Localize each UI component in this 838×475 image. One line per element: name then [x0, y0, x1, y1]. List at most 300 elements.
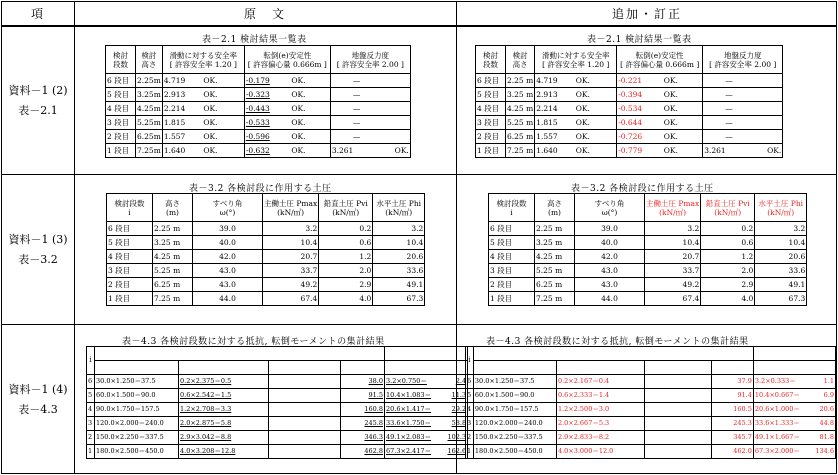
t21-cell	[382, 74, 410, 88]
t43-row	[466, 431, 836, 445]
t32-cell: 0.6	[701, 236, 755, 250]
t21-cell: 3.25 m	[506, 88, 535, 102]
t21-cell: 2.25m	[136, 74, 163, 88]
row-label-3a: 資料－1 (4)	[8, 383, 68, 396]
t21-row	[106, 74, 411, 88]
t32-row	[107, 278, 425, 292]
t32-cell: 2 段目	[489, 278, 535, 292]
t21-row	[476, 116, 783, 130]
t43-cell: 1.2×2.500＝3.0	[556, 403, 644, 417]
t43-cell	[269, 389, 341, 403]
t21-cell: 1.815	[535, 116, 575, 130]
t21-cell: OK.	[290, 102, 330, 116]
row-label-2	[2, 175, 74, 324]
t21-cell: -0.779	[617, 144, 663, 158]
t43-header-cell	[269, 361, 341, 375]
t21-cell: -0.644	[617, 116, 663, 130]
t32-cell: 4 段目	[107, 250, 153, 264]
t21-cell: -0.394	[617, 88, 663, 102]
t32-row	[107, 264, 425, 278]
t21-cell: 4.719	[535, 74, 575, 88]
t32-table-right	[488, 193, 807, 306]
t43-cell: 49.1×2.083＝	[385, 431, 447, 445]
t43-header-cell: i	[87, 347, 95, 375]
t21-header-cell: 滑動に対する安全率 [ 許容安全率 1.20 ]	[535, 46, 617, 74]
t43-header-row-2	[87, 361, 468, 375]
t43-cell: 0.6×2.333＝1.4	[556, 389, 644, 403]
t43-row	[87, 403, 468, 417]
t43-cell: 4	[466, 403, 474, 417]
t32-cell: 7.25 m	[535, 292, 575, 306]
t43-cell: 134.6	[814, 445, 835, 459]
t21-cell	[755, 102, 783, 116]
t32-cell: 1.2	[701, 250, 755, 264]
row-label-2b: 表－3.2	[18, 252, 58, 266]
t43-row	[466, 403, 836, 417]
t32-cell: 3.2	[645, 222, 701, 236]
col-header-original: 原 文	[243, 7, 286, 21]
t21-cell: -0.443	[244, 102, 290, 116]
t43-cell: 3	[87, 417, 95, 431]
t32-cell: 1.2	[319, 250, 373, 264]
t32-header-cell: 鉛直土圧 Pvi (kN/㎡)	[701, 194, 755, 222]
t21-cell: OK.	[575, 116, 617, 130]
t43-cell: 462.8	[341, 445, 385, 459]
t21-cell	[382, 130, 410, 144]
t32-cell: 1 段目	[489, 292, 535, 306]
t32-row	[107, 222, 425, 236]
t21-cell: -0.533	[244, 116, 290, 130]
t43-cell: 33.6×1.750＝	[385, 417, 447, 431]
t43-cell: 462.0	[711, 445, 753, 459]
t32-cell: 6.25 m	[535, 278, 575, 292]
t21-cell: 4 段目	[106, 102, 136, 116]
t32-cell: 0.6	[319, 236, 373, 250]
t43-header-cell	[473, 347, 753, 361]
t43-row	[87, 431, 468, 445]
row-label-1b: 表－2.1	[18, 103, 58, 117]
t43-header-cell	[341, 361, 385, 375]
t32-cell: 10.4	[645, 236, 701, 250]
t21-cell: 2.214	[162, 102, 202, 116]
t32-cell: 43.0	[575, 278, 645, 292]
t21-cell: 7.25m	[136, 144, 163, 158]
t43-cell: 3.2×0.333＝	[753, 375, 814, 389]
t21-row	[106, 102, 411, 116]
t32-cell: 33.6	[373, 264, 425, 278]
t32-row	[489, 236, 807, 250]
t21-cell: 6.25 m	[506, 130, 535, 144]
t43-cell	[269, 375, 341, 389]
t21-cell: -0.323	[244, 88, 290, 102]
t32-cell: 4.0	[319, 292, 373, 306]
t21-cell: —	[330, 116, 382, 130]
col-header-item: 項	[30, 7, 45, 21]
t43-header-cell	[556, 361, 644, 375]
t43-cell: 29.2	[447, 403, 468, 417]
t21-cell: 4.25m	[136, 102, 163, 116]
t32-cell: 42.0	[575, 250, 645, 264]
t43-cell: 102.3	[447, 431, 468, 445]
t32-cell: 20.6	[373, 250, 425, 264]
t32-row	[489, 292, 807, 306]
t21-header-cell: 検討 高さ	[506, 46, 535, 74]
t32-cell: 67.4	[263, 292, 319, 306]
t32-cell: 43.0	[193, 278, 263, 292]
row-label-3b: 表－4.3	[18, 403, 58, 416]
t43-cell	[644, 389, 711, 403]
t21-cell: OK.	[290, 74, 330, 88]
t32-header-cell: 高さ (m)	[535, 194, 575, 222]
t32-cell: 1 段目	[107, 292, 153, 306]
t43-header-row-2	[466, 361, 836, 375]
t21-cell: 2.913	[162, 88, 202, 102]
t21-cell: OK.	[290, 130, 330, 144]
t32-title-right: 表－3.2 各検討段に作用する土圧	[571, 184, 714, 194]
t43-row	[466, 417, 836, 431]
t43-cell: 33.6×1.333＝	[753, 417, 814, 431]
t43-cell: 6	[87, 375, 95, 389]
t21-cell: OK.	[382, 144, 410, 158]
t43-cell: 30.0×1.250＝37.5	[473, 375, 556, 389]
t32-cell: 67.4	[645, 292, 701, 306]
t21-cell	[755, 88, 783, 102]
t21-cell: OK.	[663, 74, 703, 88]
t32-row	[489, 278, 807, 292]
t21-header-row	[106, 46, 411, 74]
t32-cell: 40.0	[575, 236, 645, 250]
t32-header-cell: 水平土圧 Phi (kN/㎡)	[373, 194, 425, 222]
page-frame	[1, 1, 837, 474]
t21-cell: —	[330, 102, 382, 116]
t43-cell: 120.0×2.000＝240.0	[95, 417, 179, 431]
t43-cell: 1.1	[814, 375, 835, 389]
t32-header-cell: 鉛直土圧 Pvi (kN/㎡)	[319, 194, 373, 222]
t21-cell: 6.25m	[136, 130, 163, 144]
t43-cell: 67.3×2.000＝	[753, 445, 814, 459]
t32-cell: 3 段目	[489, 264, 535, 278]
t43-cell: 245.8	[341, 417, 385, 431]
t32-table-left	[106, 193, 425, 306]
t32-cell: 67.3	[755, 292, 807, 306]
t21-cell: -0.179	[244, 74, 290, 88]
t43-cell: 10.4×0.667＝	[753, 389, 814, 403]
t43-header-cell	[753, 347, 835, 361]
t43-cell: 60.0×1.500＝90.0	[95, 389, 179, 403]
t32-cell: 7.25 m	[153, 292, 193, 306]
t21-cell	[382, 116, 410, 130]
t21-cell: OK.	[290, 144, 330, 158]
t21-cell: OK.	[575, 130, 617, 144]
t21-cell	[755, 74, 783, 88]
row-label-2a: 資料－1 (3)	[8, 232, 68, 246]
t32-cell: 39.0	[193, 222, 263, 236]
t21-cell: 3 段目	[106, 116, 136, 130]
t32-cell: 49.2	[263, 278, 319, 292]
t43-cell: 346.3	[341, 431, 385, 445]
t32-cell: 3.25 m	[153, 236, 193, 250]
t43-cell: 44.8	[814, 417, 835, 431]
t43-row	[466, 389, 836, 403]
t43-cell: 4.0×3.208＝12.8	[179, 445, 269, 459]
t32-cell: 33.7	[263, 264, 319, 278]
t21-cell: -0.221	[617, 74, 663, 88]
t32-cell: 6 段目	[489, 222, 535, 236]
t21-title-left: 表－2.1 検討結果一覧表	[202, 35, 307, 45]
t32-cell: 20.7	[645, 250, 701, 264]
t43-cell	[269, 445, 341, 459]
t43-header-cell	[385, 361, 468, 375]
t32-cell: 6.25 m	[153, 278, 193, 292]
t43-header-cell: i	[466, 347, 474, 375]
t32-cell: 5.25 m	[535, 264, 575, 278]
t32-cell: 6 段目	[107, 222, 153, 236]
t32-cell: 33.6	[755, 264, 807, 278]
t21-cell: OK.	[202, 130, 244, 144]
t32-header-cell: すべり角 ω(°)	[193, 194, 263, 222]
t21-header-cell: 滑動に対する安全率 [ 許容安全率 1.20 ]	[162, 46, 244, 74]
t21-cell: 1.640	[162, 144, 202, 158]
t43-cell	[644, 403, 711, 417]
t43-cell: 160.8	[341, 403, 385, 417]
t32-cell: 0.2	[701, 222, 755, 236]
t32-cell: 2.25 m	[535, 222, 575, 236]
t21-title-right: 表－2.1 検討結果一覧表	[587, 35, 692, 45]
t43-cell: 150.0×2.250＝337.5	[95, 431, 179, 445]
t21-cell: 5.25m	[136, 116, 163, 130]
t21-cell: 1.640	[535, 144, 575, 158]
t21-cell: 1.557	[535, 130, 575, 144]
t21-row	[476, 88, 783, 102]
t32-cell: 10.4	[373, 236, 425, 250]
t32-title-left: 表－3.2 各検討段に作用する土圧	[189, 184, 332, 194]
t21-row	[476, 102, 783, 116]
t21-cell: 1 段目	[476, 144, 506, 158]
t21-table-right	[475, 45, 783, 158]
t21-cell: 3.261	[703, 144, 755, 158]
t43-row	[87, 389, 468, 403]
t32-cell: 43.0	[193, 264, 263, 278]
t43-cell	[644, 417, 711, 431]
t32-row	[107, 292, 425, 306]
t32-header-row	[489, 194, 807, 222]
t43-cell: 180.0×2.500＝450.0	[95, 445, 179, 459]
t21-cell: OK.	[202, 116, 244, 130]
t32-cell: 4 段目	[489, 250, 535, 264]
t21-cell: —	[703, 88, 755, 102]
row-label-3	[2, 325, 74, 475]
t43-cell: 20.6×1.417＝	[385, 403, 447, 417]
t43-cell: 160.5	[711, 403, 753, 417]
t43-cell: 5	[87, 389, 95, 403]
t32-header-cell: 主働土圧 Pmax (kN/㎡)	[645, 194, 701, 222]
t21-header-row	[476, 46, 783, 74]
t43-row	[466, 375, 836, 389]
t32-header-cell: 高さ (m)	[153, 194, 193, 222]
t32-header-cell: 検討段数 i	[107, 194, 153, 222]
t32-cell: 2.9	[701, 278, 755, 292]
t43-header-cell	[95, 361, 179, 375]
t21-cell: 4.719	[162, 74, 202, 88]
t21-cell: 3.25m	[136, 88, 163, 102]
t43-cell: 20.6×1.000＝	[753, 403, 814, 417]
t43-cell: 162.6	[447, 445, 468, 459]
t43-row	[87, 375, 468, 389]
t43-header-cell	[711, 361, 753, 375]
t43-cell: 67.3×2.417＝	[385, 445, 447, 459]
t21-header-cell: 検討 高さ	[136, 46, 163, 74]
t43-cell	[269, 403, 341, 417]
t43-cell: 2	[87, 431, 95, 445]
t43-cell: 38.0	[341, 375, 385, 389]
t32-cell: 20.6	[755, 250, 807, 264]
t43-row	[466, 445, 836, 459]
t21-cell	[755, 116, 783, 130]
t21-header-cell: 地盤反力度 [ 許容安全率 2.00 ]	[330, 46, 410, 74]
t21-cell: —	[330, 88, 382, 102]
t43-cell: 1	[87, 445, 95, 459]
t32-cell: 0.2	[319, 222, 373, 236]
t32-cell: 4.25 m	[535, 250, 575, 264]
t43-cell: 3	[466, 417, 474, 431]
t21-header-cell: 地盤反力度 [ 許容安全率 2.00 ]	[703, 46, 783, 74]
t32-cell: 2.0	[319, 264, 373, 278]
t32-row	[107, 236, 425, 250]
t21-cell: OK.	[575, 88, 617, 102]
t43-cell	[644, 375, 711, 389]
t32-cell: 2.25 m	[153, 222, 193, 236]
t43-cell: 4.0×3.000＝12.0	[556, 445, 644, 459]
t43-cell: 0.2×2.375＝0.5	[179, 375, 269, 389]
t32-cell: 3.25 m	[535, 236, 575, 250]
t32-cell: 67.3	[373, 292, 425, 306]
t43-cell: 10.4×1.083＝	[385, 389, 447, 403]
t21-cell: OK.	[575, 144, 617, 158]
t21-cell: —	[330, 74, 382, 88]
t32-header-cell: 検討段数 i	[489, 194, 535, 222]
t21-cell	[382, 88, 410, 102]
t43-cell: 2.9×2.833＝8.2	[556, 431, 644, 445]
t21-header-cell: 検討 段数	[106, 46, 136, 74]
t21-cell: OK.	[663, 130, 703, 144]
t21-header-cell: 転倒(e)安定性 [ 許容偏心量 0.666m ]	[617, 46, 703, 74]
t21-cell: OK.	[575, 102, 617, 116]
t21-row	[476, 144, 783, 158]
t43-cell: 49.1×1.667＝	[753, 431, 814, 445]
t32-header-cell: すべり角 ω(°)	[575, 194, 645, 222]
t43-cell: 6.9	[814, 389, 835, 403]
t21-cell: 7.25 m	[506, 144, 535, 158]
t32-cell: 5 段目	[107, 236, 153, 250]
t32-cell: 3.2	[263, 222, 319, 236]
t21-cell: OK.	[290, 116, 330, 130]
t21-cell: OK.	[663, 88, 703, 102]
t21-row	[106, 144, 411, 158]
t43-header-cell	[753, 361, 835, 375]
t21-cell: 5 段目	[476, 88, 506, 102]
t43-cell: 0.6×2.542＝1.5	[179, 389, 269, 403]
t21-cell: 2.913	[535, 88, 575, 102]
t21-table-left	[105, 45, 411, 158]
t21-cell: -0.596	[244, 130, 290, 144]
t43-row	[87, 417, 468, 431]
t21-cell: OK.	[663, 116, 703, 130]
t21-cell: 1.557	[162, 130, 202, 144]
t43-cell: 2.0×2.875＝5.8	[179, 417, 269, 431]
t21-cell: —	[330, 130, 382, 144]
t21-cell: OK.	[290, 88, 330, 102]
t43-table-right	[465, 346, 836, 459]
t32-row	[489, 264, 807, 278]
row-label-1a: 資料－1 (2)	[8, 83, 68, 97]
t21-cell: 4 段目	[476, 102, 506, 116]
t21-cell: 3 段目	[476, 116, 506, 130]
t43-cell: 345.7	[711, 431, 753, 445]
t43-header-cell	[179, 361, 269, 375]
t21-row	[106, 130, 411, 144]
t32-cell: 2.9	[319, 278, 373, 292]
t43-cell: 4	[87, 403, 95, 417]
t21-cell: -0.632	[244, 144, 290, 158]
t43-cell	[644, 445, 711, 459]
t43-cell: 90.0×1.750＝157.5	[95, 403, 179, 417]
t21-cell: 4.25 m	[506, 102, 535, 116]
t32-row	[489, 222, 807, 236]
t43-header-cell	[473, 361, 556, 375]
t32-cell: 44.0	[193, 292, 263, 306]
t32-cell: 2.0	[701, 264, 755, 278]
t21-cell: OK.	[202, 102, 244, 116]
t43-cell: 120.0×2.000＝240.0	[473, 417, 556, 431]
t21-cell: —	[703, 74, 755, 88]
t43-cell: 1	[466, 445, 474, 459]
t32-cell: 2 段目	[107, 278, 153, 292]
t43-cell: 2.9×3.042＝8.8	[179, 431, 269, 445]
t43-cell: 2.0×2.667＝5.3	[556, 417, 644, 431]
t21-header-cell: 転倒(e)安定性 [ 許容偏心量 0.666m ]	[244, 46, 330, 74]
t43-row	[87, 445, 468, 459]
t43-cell: 81.8	[814, 431, 835, 445]
t32-cell: 3.2	[755, 222, 807, 236]
t21-cell: 3.261	[330, 144, 382, 158]
t21-cell: -0.534	[617, 102, 663, 116]
t43-cell	[269, 417, 341, 431]
t43-cell	[269, 431, 341, 445]
t32-header-row	[107, 194, 425, 222]
t21-row	[476, 130, 783, 144]
t43-cell: 6	[466, 375, 474, 389]
t43-cell	[644, 431, 711, 445]
t32-row	[489, 250, 807, 264]
t21-cell: OK.	[663, 102, 703, 116]
t43-cell: 20.6	[814, 403, 835, 417]
t32-cell: 33.7	[645, 264, 701, 278]
t21-cell: —	[703, 130, 755, 144]
t43-cell: 90.0×1.750＝157.5	[473, 403, 556, 417]
t21-cell: -0.726	[617, 130, 663, 144]
t21-cell: 6 段目	[476, 74, 506, 88]
t32-cell: 10.4	[755, 236, 807, 250]
t32-cell: 40.0	[193, 236, 263, 250]
t43-cell: 0.2×2.167＝0.4	[556, 375, 644, 389]
t21-cell: OK.	[663, 144, 703, 158]
t32-cell: 5.25 m	[153, 264, 193, 278]
t32-cell: 4.25 m	[153, 250, 193, 264]
t43-cell: 1.2×2.708＝3.3	[179, 403, 269, 417]
t21-row	[106, 116, 411, 130]
t32-cell: 5 段目	[489, 236, 535, 250]
t32-cell: 20.7	[263, 250, 319, 264]
